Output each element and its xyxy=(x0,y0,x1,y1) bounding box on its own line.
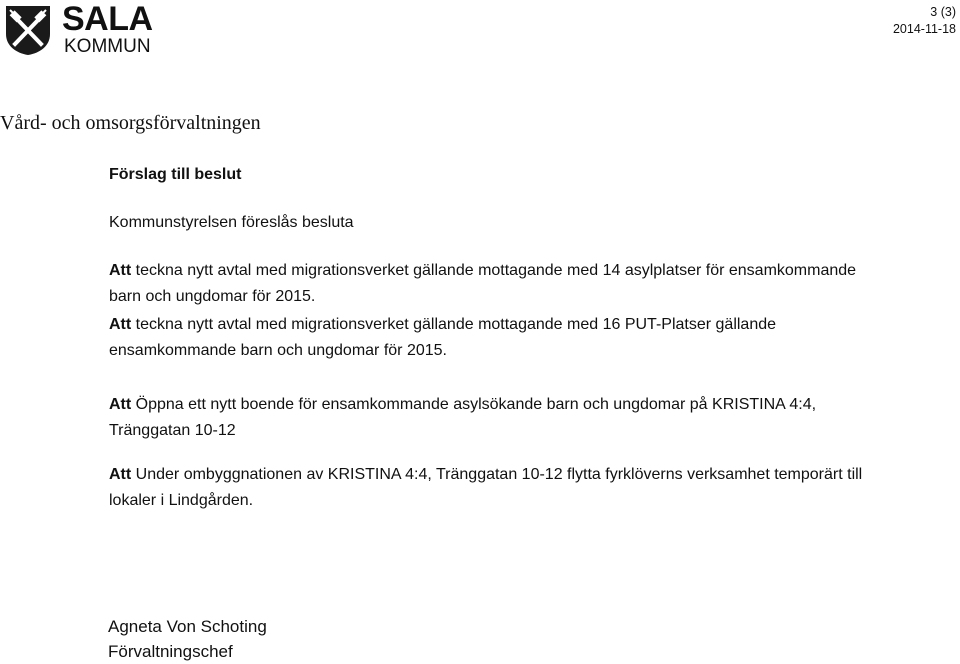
decision-section xyxy=(109,162,929,509)
department-name: Vård- och omsorgsförvaltningen xyxy=(0,112,261,134)
proposal-text: teckna nytt avtal med migrationsverket gällande mottagande med 14 asylplatser för ensamkommande barn och ungdomar för 2015. xyxy=(109,262,857,305)
document-date: 2014-11-18 xyxy=(892,22,956,36)
logo-name: SALA xyxy=(62,0,153,38)
proposal-item xyxy=(109,462,889,514)
proposal-text: Under ombyggnationen av KRISTINA 4:4, Tränggatan 10-12 flytta fyrklöverns verksamhet temporärt till lokaler i Lindgården. xyxy=(109,466,863,509)
decision-intro: Kommunstyrelsen föreslås besluta xyxy=(109,214,354,231)
proposal-item xyxy=(109,392,889,444)
page-info xyxy=(893,4,956,38)
proposal-text: teckna nytt avtal med migrationsverket gällande mottagande med 16 PUT-Platser gällande ensamkommande barn och ungdomar för 2015. xyxy=(109,316,777,359)
proposal-text: Öppna ett nytt boende för ensamkommande asylsökande barn och ungdomar på KRISTINA 4:4, Tränggatan 10-12 xyxy=(109,396,817,439)
decision-heading: Förslag till beslut xyxy=(109,166,242,183)
page-number: 3 (3) xyxy=(930,5,956,19)
signature-block xyxy=(108,614,267,664)
sala-coat-of-arms-icon xyxy=(2,4,54,56)
proposal-prefix: Att xyxy=(109,466,132,483)
proposal-prefix: Att xyxy=(109,396,132,413)
sala-kommun-logo xyxy=(2,0,162,57)
logo-subtitle: KOMMUN xyxy=(64,36,151,57)
proposal-prefix: Att xyxy=(109,316,132,333)
signatory-title: Förvaltningschef xyxy=(108,642,233,661)
proposal-item xyxy=(109,258,889,310)
proposal-item xyxy=(109,312,889,364)
signatory-name: Agneta Von Schoting xyxy=(108,617,267,636)
proposal-prefix: Att xyxy=(109,262,132,279)
